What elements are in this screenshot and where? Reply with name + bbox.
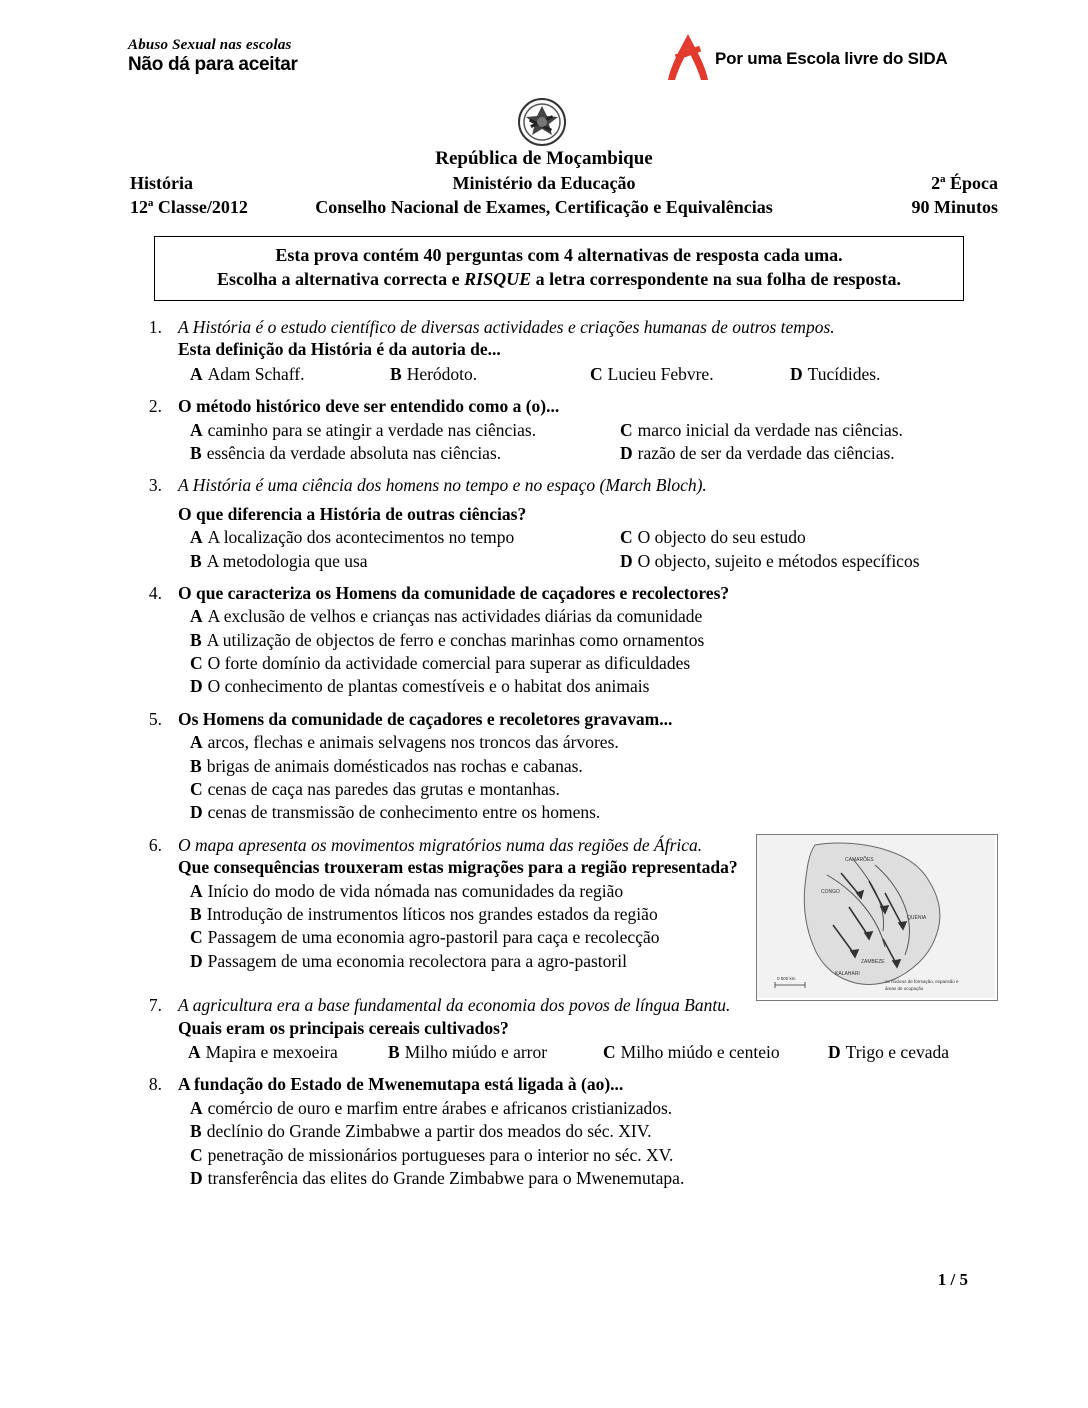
option-text: A exclusão de velhos e crianças nas actividades diárias da comunidade xyxy=(207,606,703,627)
option-text: Heródoto. xyxy=(406,363,478,384)
question-5-option-c[interactable] xyxy=(190,778,1028,800)
mozambique-emblem-icon xyxy=(516,96,568,148)
question-8-option-b[interactable] xyxy=(190,1120,1028,1142)
svg-text:ZAMBEZE: ZAMBEZE xyxy=(861,958,885,965)
svg-text:CAMARÕES: CAMARÕES xyxy=(845,856,874,863)
option-text: A utilização de objectos de ferro e conchas marinhas como ornamentos xyxy=(206,629,705,650)
question-6-stem-italic: O mapa apresenta os movimentos migratórios numa das regiões de África. xyxy=(178,834,703,855)
option-letter: B xyxy=(190,550,202,571)
option-text: Passagem de uma economia recolectora para a agro-pastoril xyxy=(207,950,627,971)
option-letter: A xyxy=(190,527,203,548)
question-4-number: 4. xyxy=(148,582,162,603)
option-letter: C xyxy=(190,779,203,800)
option-letter: C xyxy=(603,1041,616,1062)
abuse-campaign-line2: Não dá para aceitar xyxy=(128,53,298,75)
sida-campaign-text: Por uma Escola livre do SIDA xyxy=(715,49,948,68)
option-letter: A xyxy=(190,1097,203,1118)
option-letter: C xyxy=(190,927,203,948)
option-letter: D xyxy=(620,550,633,571)
question-7-option-b[interactable] xyxy=(388,1041,603,1063)
question-2-stem-bold: O método histórico deve ser entendido como a (o)... xyxy=(178,396,560,417)
question-6-option-b[interactable] xyxy=(190,903,738,925)
option-text: A localização dos acontecimentos no tempo xyxy=(207,527,515,548)
question-2-options xyxy=(178,419,1028,465)
option-letter: D xyxy=(828,1041,841,1062)
option-letter: B xyxy=(388,1041,400,1062)
option-text: Adam Schaff. xyxy=(207,363,305,384)
option-letter: A xyxy=(190,880,203,901)
option-letter: B xyxy=(390,363,402,384)
option-text: Milho miúdo e centeio xyxy=(620,1041,780,1062)
option-text: marco inicial da verdade nas ciências. xyxy=(637,419,903,440)
question-2-option-c[interactable] xyxy=(620,419,1028,441)
question-1-option-b[interactable] xyxy=(390,363,590,385)
duration-label: 90 Minutos xyxy=(911,197,998,217)
question-5-option-d[interactable] xyxy=(190,801,1028,823)
question-4 xyxy=(0,582,1088,698)
option-letter: C xyxy=(620,527,633,548)
option-letter: B xyxy=(190,629,202,650)
question-3 xyxy=(0,474,1088,572)
option-text: O objecto do seu estudo xyxy=(637,527,806,548)
abuse-campaign-banner xyxy=(128,38,298,75)
question-1-stem-bold: Esta definição da História é da autoria de... xyxy=(178,339,501,360)
option-text: Início do modo de vida nómada nas comunidades da região xyxy=(207,880,624,901)
question-8-options xyxy=(178,1097,1028,1190)
option-letter: C xyxy=(590,363,603,384)
question-3-option-c[interactable] xyxy=(620,526,1028,548)
question-5-number: 5. xyxy=(148,708,162,729)
option-text: cenas de caça nas paredes das grutas e montanhas. xyxy=(207,779,560,800)
option-letter: A xyxy=(190,363,203,384)
question-1-option-c[interactable] xyxy=(590,363,790,385)
question-3-options xyxy=(178,526,1028,572)
question-3-stem-italic: A História é uma ciência dos homens no tempo e no espaço (March Bloch). xyxy=(178,475,707,496)
option-letter: D xyxy=(190,676,203,697)
option-text: O conhecimento de plantas comestíveis e o habitat dos animais xyxy=(207,676,650,697)
page-number: 1 / 5 xyxy=(937,1270,968,1289)
option-text: arcos, flechas e animais selvagens nos troncos das árvores. xyxy=(207,732,619,753)
option-letter: A xyxy=(188,1041,201,1062)
svg-text:os núcleos de formação, expans: os núcleos de formação, expansão e xyxy=(885,978,959,984)
svg-text:CONGO: CONGO xyxy=(821,888,840,895)
republic-title: República de Moçambique xyxy=(435,148,653,169)
option-letter: D xyxy=(190,802,203,823)
question-8 xyxy=(0,1073,1088,1189)
question-4-stem-bold: O que caracteriza os Homens da comunidade de caçadores e recolectores? xyxy=(178,582,730,603)
option-letter: D xyxy=(620,442,633,463)
question-7-options xyxy=(178,1041,1028,1063)
option-text: Introdução de instrumentos líticos nos grandes estados da região xyxy=(206,903,658,924)
document-header xyxy=(0,148,1088,221)
question-4-options xyxy=(178,605,1028,698)
question-7-option-c[interactable] xyxy=(603,1041,828,1063)
question-2-option-a[interactable] xyxy=(190,419,620,441)
ministry-label: Ministério da Educação xyxy=(452,173,636,193)
option-letter: D xyxy=(790,363,803,384)
svg-text:KALAHARI: KALAHARI xyxy=(835,970,860,977)
question-6-option-a[interactable] xyxy=(190,880,738,902)
option-letter: A xyxy=(190,419,203,440)
option-letter: A xyxy=(190,606,203,627)
question-3-option-d[interactable] xyxy=(620,550,1028,572)
class-year-label: 12ª Classe/2012 xyxy=(130,197,248,217)
option-text: Milho miúdo e arror xyxy=(404,1041,548,1062)
question-5 xyxy=(0,708,1088,824)
question-6-options xyxy=(178,880,738,973)
option-text: Passagem de uma economia agro-pastoril para caça e recolecção xyxy=(207,927,660,948)
question-7-number: 7. xyxy=(148,995,162,1016)
option-text: transferência das elites do Grande Zimbabwe para o Mwenemutapa. xyxy=(207,1167,685,1188)
epoch-label: 2ª Época xyxy=(931,173,998,193)
question-8-stem-bold: A fundação do Estado de Mwenemutapa está ligada à (ao)... xyxy=(178,1074,624,1095)
question-6 xyxy=(0,834,1088,991)
question-8-option-c[interactable] xyxy=(190,1144,1028,1166)
council-label: Conselho Nacional de Exames, Certificação e Equivalências xyxy=(315,197,773,217)
question-5-stem-bold: Os Homens da comunidade de caçadores e recoletores gravavam... xyxy=(178,708,673,729)
question-1-option-a[interactable] xyxy=(190,363,390,385)
question-1-options xyxy=(178,363,1028,385)
option-letter: B xyxy=(190,1121,202,1142)
question-4-option-d[interactable] xyxy=(190,675,1028,697)
option-letter: B xyxy=(190,755,202,776)
question-4-option-b[interactable] xyxy=(190,629,1028,651)
question-6-stem-bold: Que consequências trouxeram estas migrações para a região representada? xyxy=(178,857,738,878)
questions-list xyxy=(0,316,1088,1199)
option-letter: B xyxy=(190,903,202,924)
question-5-option-a[interactable] xyxy=(190,731,1028,753)
sida-campaign-banner xyxy=(665,30,947,86)
question-2-option-b[interactable] xyxy=(190,442,620,464)
option-text: Trigo e cevada xyxy=(845,1041,949,1062)
option-text: Lucieu Febvre. xyxy=(607,363,714,384)
option-letter: A xyxy=(190,732,203,753)
instructions-risque-word: RISQUE xyxy=(464,269,532,290)
option-letter: B xyxy=(190,442,202,463)
instructions-line1: Esta prova contém 40 perguntas com 4 alternativas de resposta cada uma. xyxy=(275,245,843,265)
question-8-option-a[interactable] xyxy=(190,1097,1028,1119)
question-6-option-d[interactable] xyxy=(190,950,738,972)
option-text: cenas de transmissão de conhecimento entre os homens. xyxy=(207,802,601,823)
question-7-stem-italic: A agricultura era a base fundamental da economia dos povos de língua Bantu. xyxy=(178,995,731,1016)
option-text: Mapira e mexoeira xyxy=(205,1041,338,1062)
instructions-line2 xyxy=(163,267,955,291)
question-2-option-d[interactable] xyxy=(620,442,1028,464)
aids-ribbon-icon xyxy=(665,30,711,86)
svg-text:áreas de ocupação: áreas de ocupação xyxy=(885,985,924,991)
question-2 xyxy=(0,395,1088,464)
option-letter: C xyxy=(190,1144,203,1165)
question-4-option-c[interactable] xyxy=(190,652,1028,674)
question-8-number: 8. xyxy=(148,1074,162,1095)
question-2-number: 2. xyxy=(148,396,162,417)
option-text: O forte domínio da actividade comercial para superar as dificuldades xyxy=(207,653,691,674)
option-text: declínio do Grande Zimbabwe a partir dos meados do séc. XIV. xyxy=(206,1121,652,1142)
question-5-option-b[interactable] xyxy=(190,755,1028,777)
question-7-option-a[interactable] xyxy=(188,1041,388,1063)
abuse-campaign-line1: Abuso Sexual nas escolas xyxy=(128,37,292,53)
question-3-option-a[interactable] xyxy=(190,526,620,548)
question-6-option-c[interactable] xyxy=(190,926,738,948)
option-text: penetração de missionários portugueses para o interior no séc. XV. xyxy=(207,1144,674,1165)
question-3-number: 3. xyxy=(148,475,162,496)
option-text: O objecto, sujeito e métodos específicos xyxy=(637,550,920,571)
option-text: Tucídides. xyxy=(807,363,881,384)
option-letter: D xyxy=(190,950,203,971)
option-text: essência da verdade absoluta nas ciências. xyxy=(206,442,502,463)
question-1-stem-italic: A História é o estudo científico de diversas actividades e criações humanas de outros tempos. xyxy=(178,317,835,337)
option-letter: D xyxy=(190,1167,203,1188)
instructions-box xyxy=(154,236,964,301)
question-8-option-d[interactable] xyxy=(190,1167,1028,1189)
question-3-stem-bold: O que diferencia a História de outras ciências? xyxy=(178,503,527,524)
question-4-option-a[interactable] xyxy=(190,605,1028,627)
question-1 xyxy=(0,316,1088,385)
option-letter: C xyxy=(620,419,633,440)
option-text: caminho para se atingir a verdade nas ciências. xyxy=(207,419,537,440)
question-3-option-b[interactable] xyxy=(190,550,620,572)
question-6-number: 6. xyxy=(148,834,162,855)
question-1-option-d[interactable] xyxy=(790,363,970,385)
question-7 xyxy=(0,994,1088,1063)
migration-map-figure xyxy=(756,834,998,1001)
question-5-options xyxy=(178,731,1028,824)
svg-text:QUÉNIA: QUÉNIA xyxy=(907,914,927,921)
subject-label: História xyxy=(130,173,193,193)
top-banner xyxy=(0,30,1088,90)
question-7-option-d[interactable] xyxy=(828,1041,1018,1063)
option-text: comércio de ouro e marfim entre árabes e africanos cristianizados. xyxy=(207,1097,673,1118)
question-7-stem-bold: Quais eram os principais cereais cultivados? xyxy=(178,1017,509,1038)
option-letter: C xyxy=(190,653,203,674)
instructions-line2-part1: Escolha a alternativa correcta e xyxy=(217,269,465,290)
instructions-line2-part2: a letra correspondente na sua folha de resposta. xyxy=(531,269,901,290)
svg-text:0 500 km: 0 500 km xyxy=(777,975,796,981)
option-text: razão de ser da verdade das ciências. xyxy=(637,442,895,463)
option-text: A metodologia que usa xyxy=(206,550,368,571)
option-text: brigas de animais domésticados nas rochas e cabanas. xyxy=(206,755,583,776)
question-1-number: 1. xyxy=(148,317,162,337)
